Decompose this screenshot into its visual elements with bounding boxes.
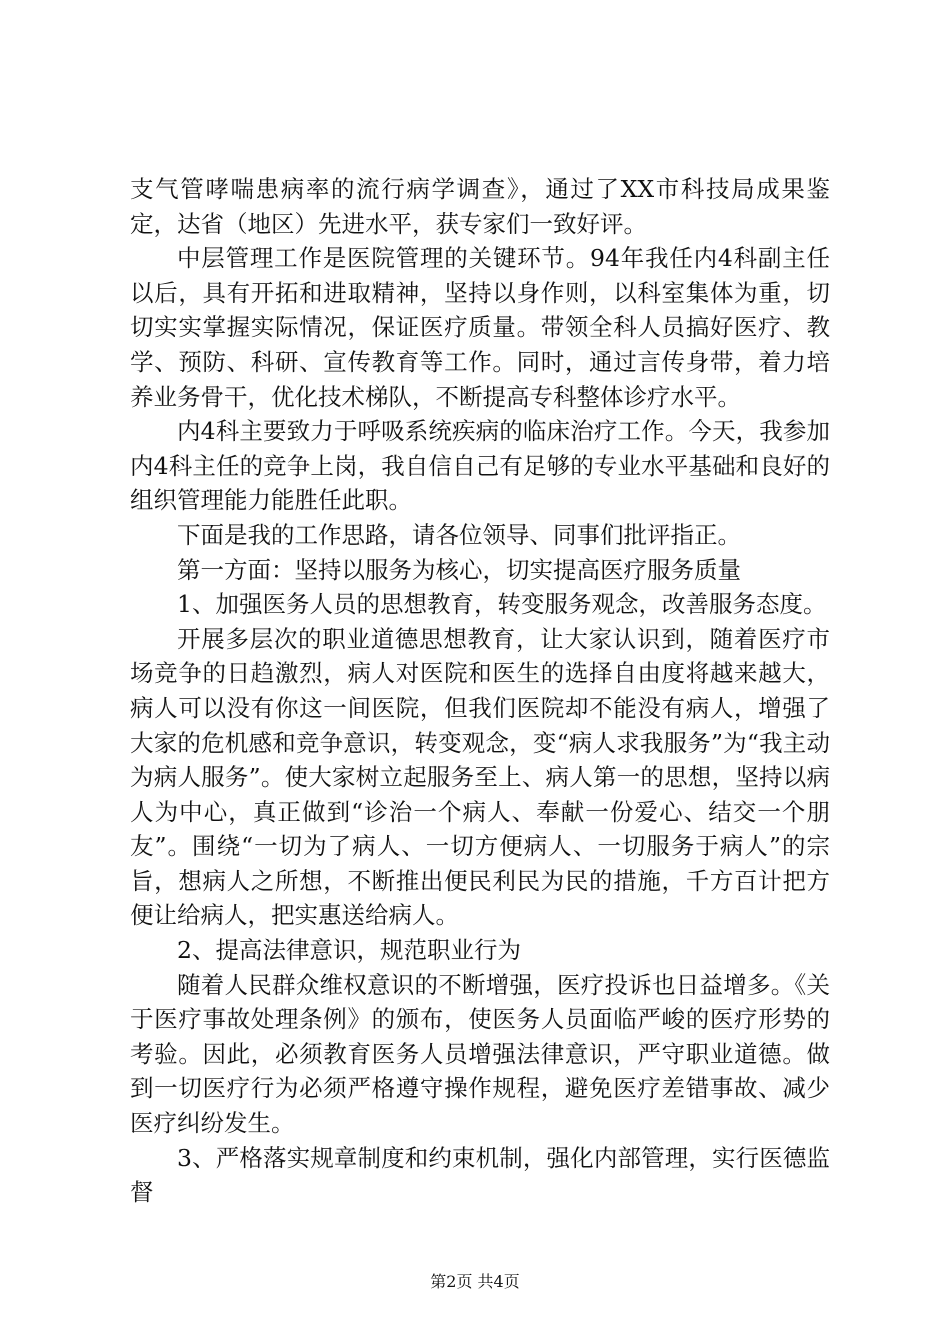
paragraph: 随着人民群众维权意识的不断增强，医疗投诉也日益增多。《关于医疗事故处理条例》的颁布，使医务人员面临严峻的医疗形势的考验。因此，必须教育医务人员增强法律意识，严守职业道德。做到一切医疗行为必须严格遵守操作规程，避免医疗差错事故、减少医疗纠纷发生。: [130, 970, 830, 1138]
list-item-heading: 3、严格落实规章制度和约束机制，强化内部管理，实行医德监督: [130, 1143, 830, 1207]
page-footer: 第2页 共4页: [430, 1272, 520, 1291]
list-item-heading: 2、提高法律意识，规范职业行为: [177, 936, 521, 965]
section-heading: 第一方面：坚持以服务为核心，切实提高医疗服务质量: [177, 555, 741, 584]
paragraph: 开展多层次的职业道德思想教育，让大家认识到，随着医疗市场竞争的日趋激烈，病人对医院和医生的选择自由度将越来越大，病人可以没有你这一间医院，但我们医院却不能没有病人，增强了大家的危机感和竞争意识，转变观念，变“病人求我服务”为“我主动为病人服务”。使大家树立起服务至上、病人第一的思想，坚持以病人为中心，真正做到“诊治一个病人、奉献一份爱心、结交一个朋友”。围绕“一切为了病人、一切方便病人、一切服务于病人”的宗旨，想病人之所想，不断推出便民利民为民的措施，千方百计把方便让给病人，把实惠送给病人。: [130, 624, 830, 930]
paragraph: 中层管理工作是医院管理的关键环节。94年我任内4科副主任以后，具有开拓和进取精神，坚持以身作则，以科室集体为重，切切实实掌握实际情况，保证医疗质量。带领全科人员搞好医疗、教学、预防、科研、宣传教育等工作。同时，通过言传身带，着力培养业务骨干，优化技术梯队，不断提高专科整体诊疗水平。: [130, 244, 830, 411]
paragraph: 下面是我的工作思路，请各位领导、同事们批评指正。: [177, 520, 741, 549]
paragraph: 支气管哮喘患病率的流行病学调查》，通过了XX市科技局成果鉴定，达省（地区）先进水平，获专家们一致好评。: [130, 175, 830, 238]
list-item-heading: 1、加强医务人员的思想教育，转变服务观念，改善服务态度。: [177, 590, 827, 619]
document-body: [130, 172, 830, 1210]
paragraph: 内4科主要致力于呼吸系统疾病的临床治疗工作。今天，我参加内4科主任的竞争上岗，我自信自己有足够的专业水平基础和良好的组织管理能力能胜任此职。: [130, 417, 830, 515]
